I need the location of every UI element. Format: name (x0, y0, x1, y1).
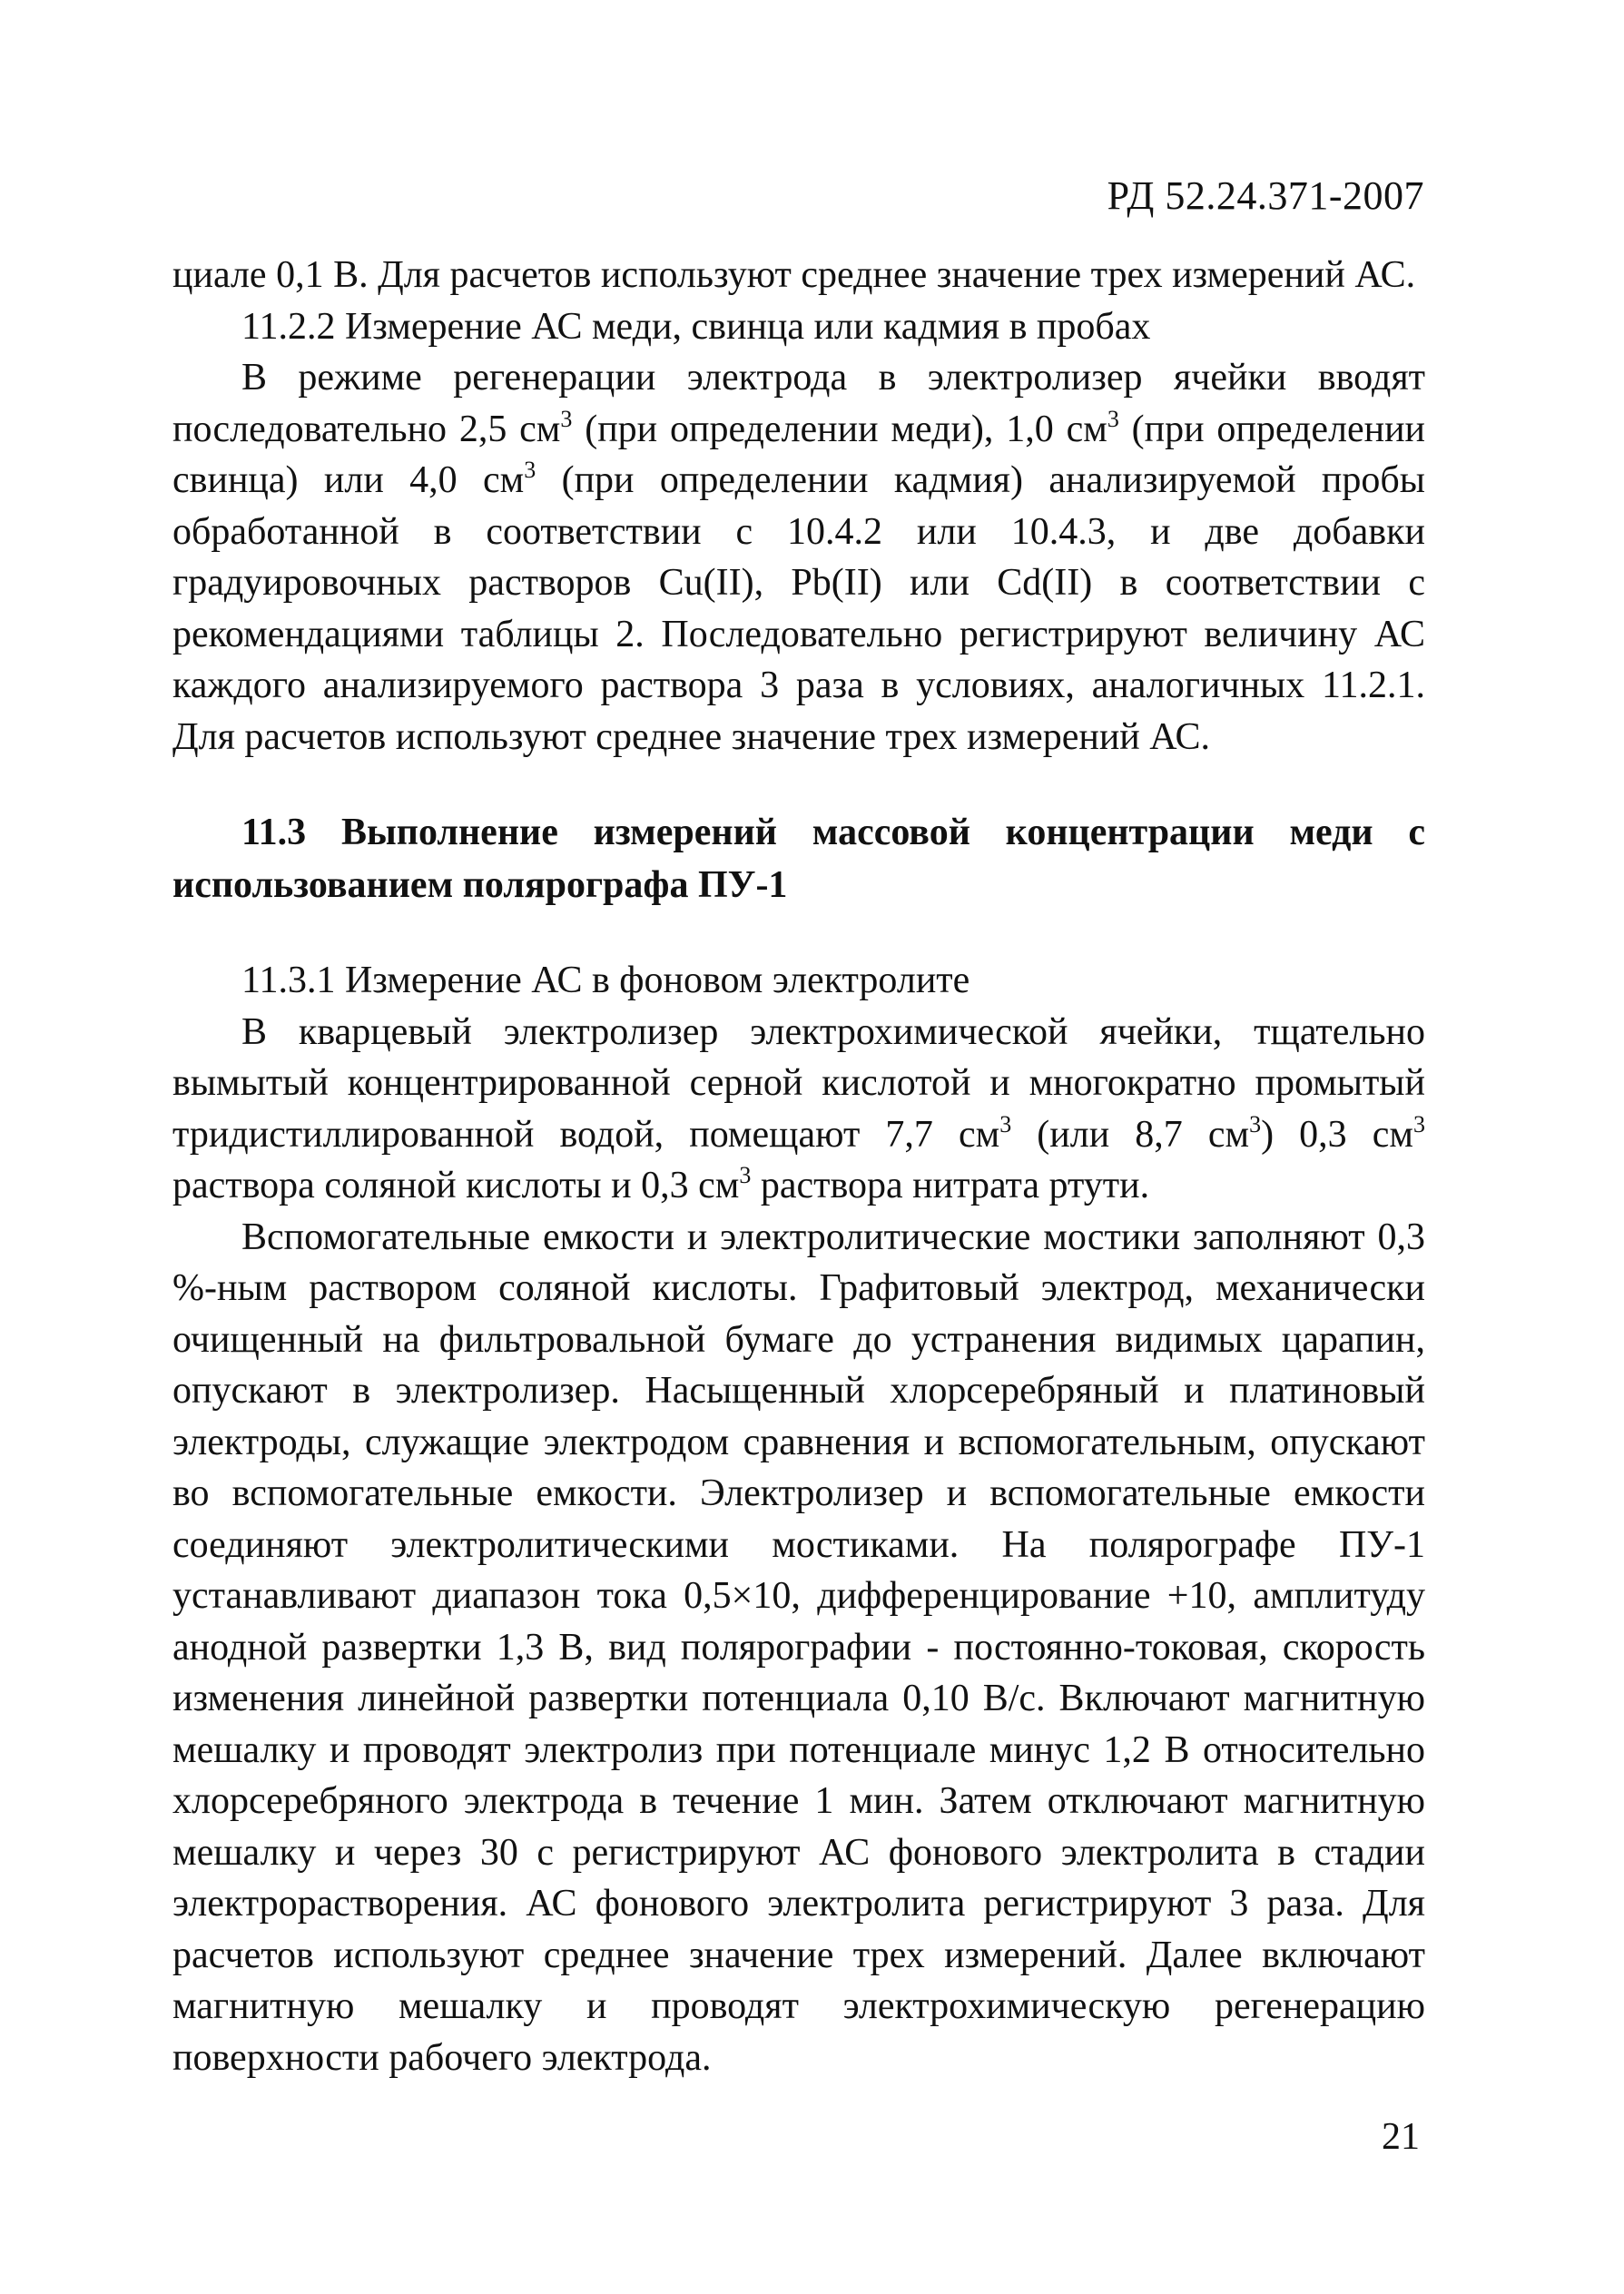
text-segment: раствора нитрата ртути. (751, 1165, 1150, 1206)
paragraph-continuation: циале 0,1 В. Для расчетов используют среднее значение трех измерений АС. (172, 254, 1416, 296)
paragraph-11-3-1 (172, 1007, 1425, 1212)
text-segment: (при определении свинца) или 4,0 см (172, 408, 1426, 501)
document-body (172, 250, 1425, 2083)
text-segment: В режиме регенерации электрода в электролизер ячейки вводят последовательно 2,5 см (172, 357, 1425, 450)
paragraph-auxiliary: Вспомогательные емкости и электролитические мостики заполняют 0,3 %-ным раствором соляной кислоты. Графитовый электрод, механически очищенный на фильтровальной бумаге до устранения видимых царапин, опускают в электролизер. Насыщенный хлорсеребряный и платиновый электроды, служащие электродом сравнения и вспомогательным, опускают во вспомогательные емкости. Электролизер и вспомогательные емкости соединяют электролитическими мостиками. На полярографе ПУ-1 устанавливают диапазон тока 0,5×10, дифференцирование +10, амплитуду анодной развертки 1,3 В, вид полярографии - постоянно-токовая, скорость изменения линейной развертки потенциала 0,10 В/с. Включают магнитную мешалку и проводят электролиз при потенциале минус 1,2 В относительно хлорсеребряного электрода в течение 1 мин. Затем отключают магнитную мешалку и через 30 с регистрируют АС фонового электролита в стадии электрорастворения. АС фонового электролита регистрируют 3 раза. Для расчетов используют среднее значение трех измерений. Далее включают магнитную мешалку и проводят электрохимическую регенерацию поверхности рабочего электрода. (172, 1216, 1425, 2079)
text-segment: раствора соляной кислоты и 0,3 см (172, 1165, 740, 1206)
superscript: 3 (524, 457, 536, 483)
superscript: 3 (999, 1110, 1012, 1137)
text-segment: (или 8,7 см (1011, 1113, 1250, 1156)
paragraph-11-2-2 (172, 352, 1425, 763)
superscript: 3 (1413, 1110, 1425, 1137)
subheading-11-3-1: 11.3.1 Измерение АС в фоновом электролите (241, 960, 970, 1001)
subheading-11-2-2: 11.2.2 Измерение АС меди, свинца или кадмия в пробах (241, 305, 1151, 348)
superscript: 3 (1249, 1110, 1262, 1137)
text-segment: ) 0,3 см (1261, 1113, 1413, 1156)
superscript: 3 (1107, 405, 1119, 432)
document-code-header: РД 52.24.371-2007 (1107, 173, 1424, 218)
page-number: 21 (1382, 2116, 1420, 2158)
superscript: 3 (560, 405, 573, 432)
text-segment: (при определении меди), 1,0 см (572, 408, 1107, 450)
text-segment: В кварцевый электролизер электрохимической ячейки, тщательно вымытый концентрированной серной кислотой и многократно промытый тридистиллированной водой, помещают 7,7 см (172, 1010, 1425, 1156)
text-segment: (при определении кадмия) анализируемой пробы обработанной в соответствии с 10.4.2 или 10.4.3, и две добавки градуировочных растворов Cu(II), Pb(II) или Cd(II) в соответствии с рекомендациями таблицы 2. Последовательно регистрируют величину АС каждого анализируемого раствора 3 раза в условиях, аналогичных 11.2.1. Для расчетов используют среднее значение трех измерений АС. (172, 459, 1425, 758)
section-heading-11-3: 11.3 Выполнение измерений массовой концентрации меди с использованием полярографа ПУ-1 (172, 812, 1425, 906)
superscript: 3 (739, 1162, 752, 1188)
